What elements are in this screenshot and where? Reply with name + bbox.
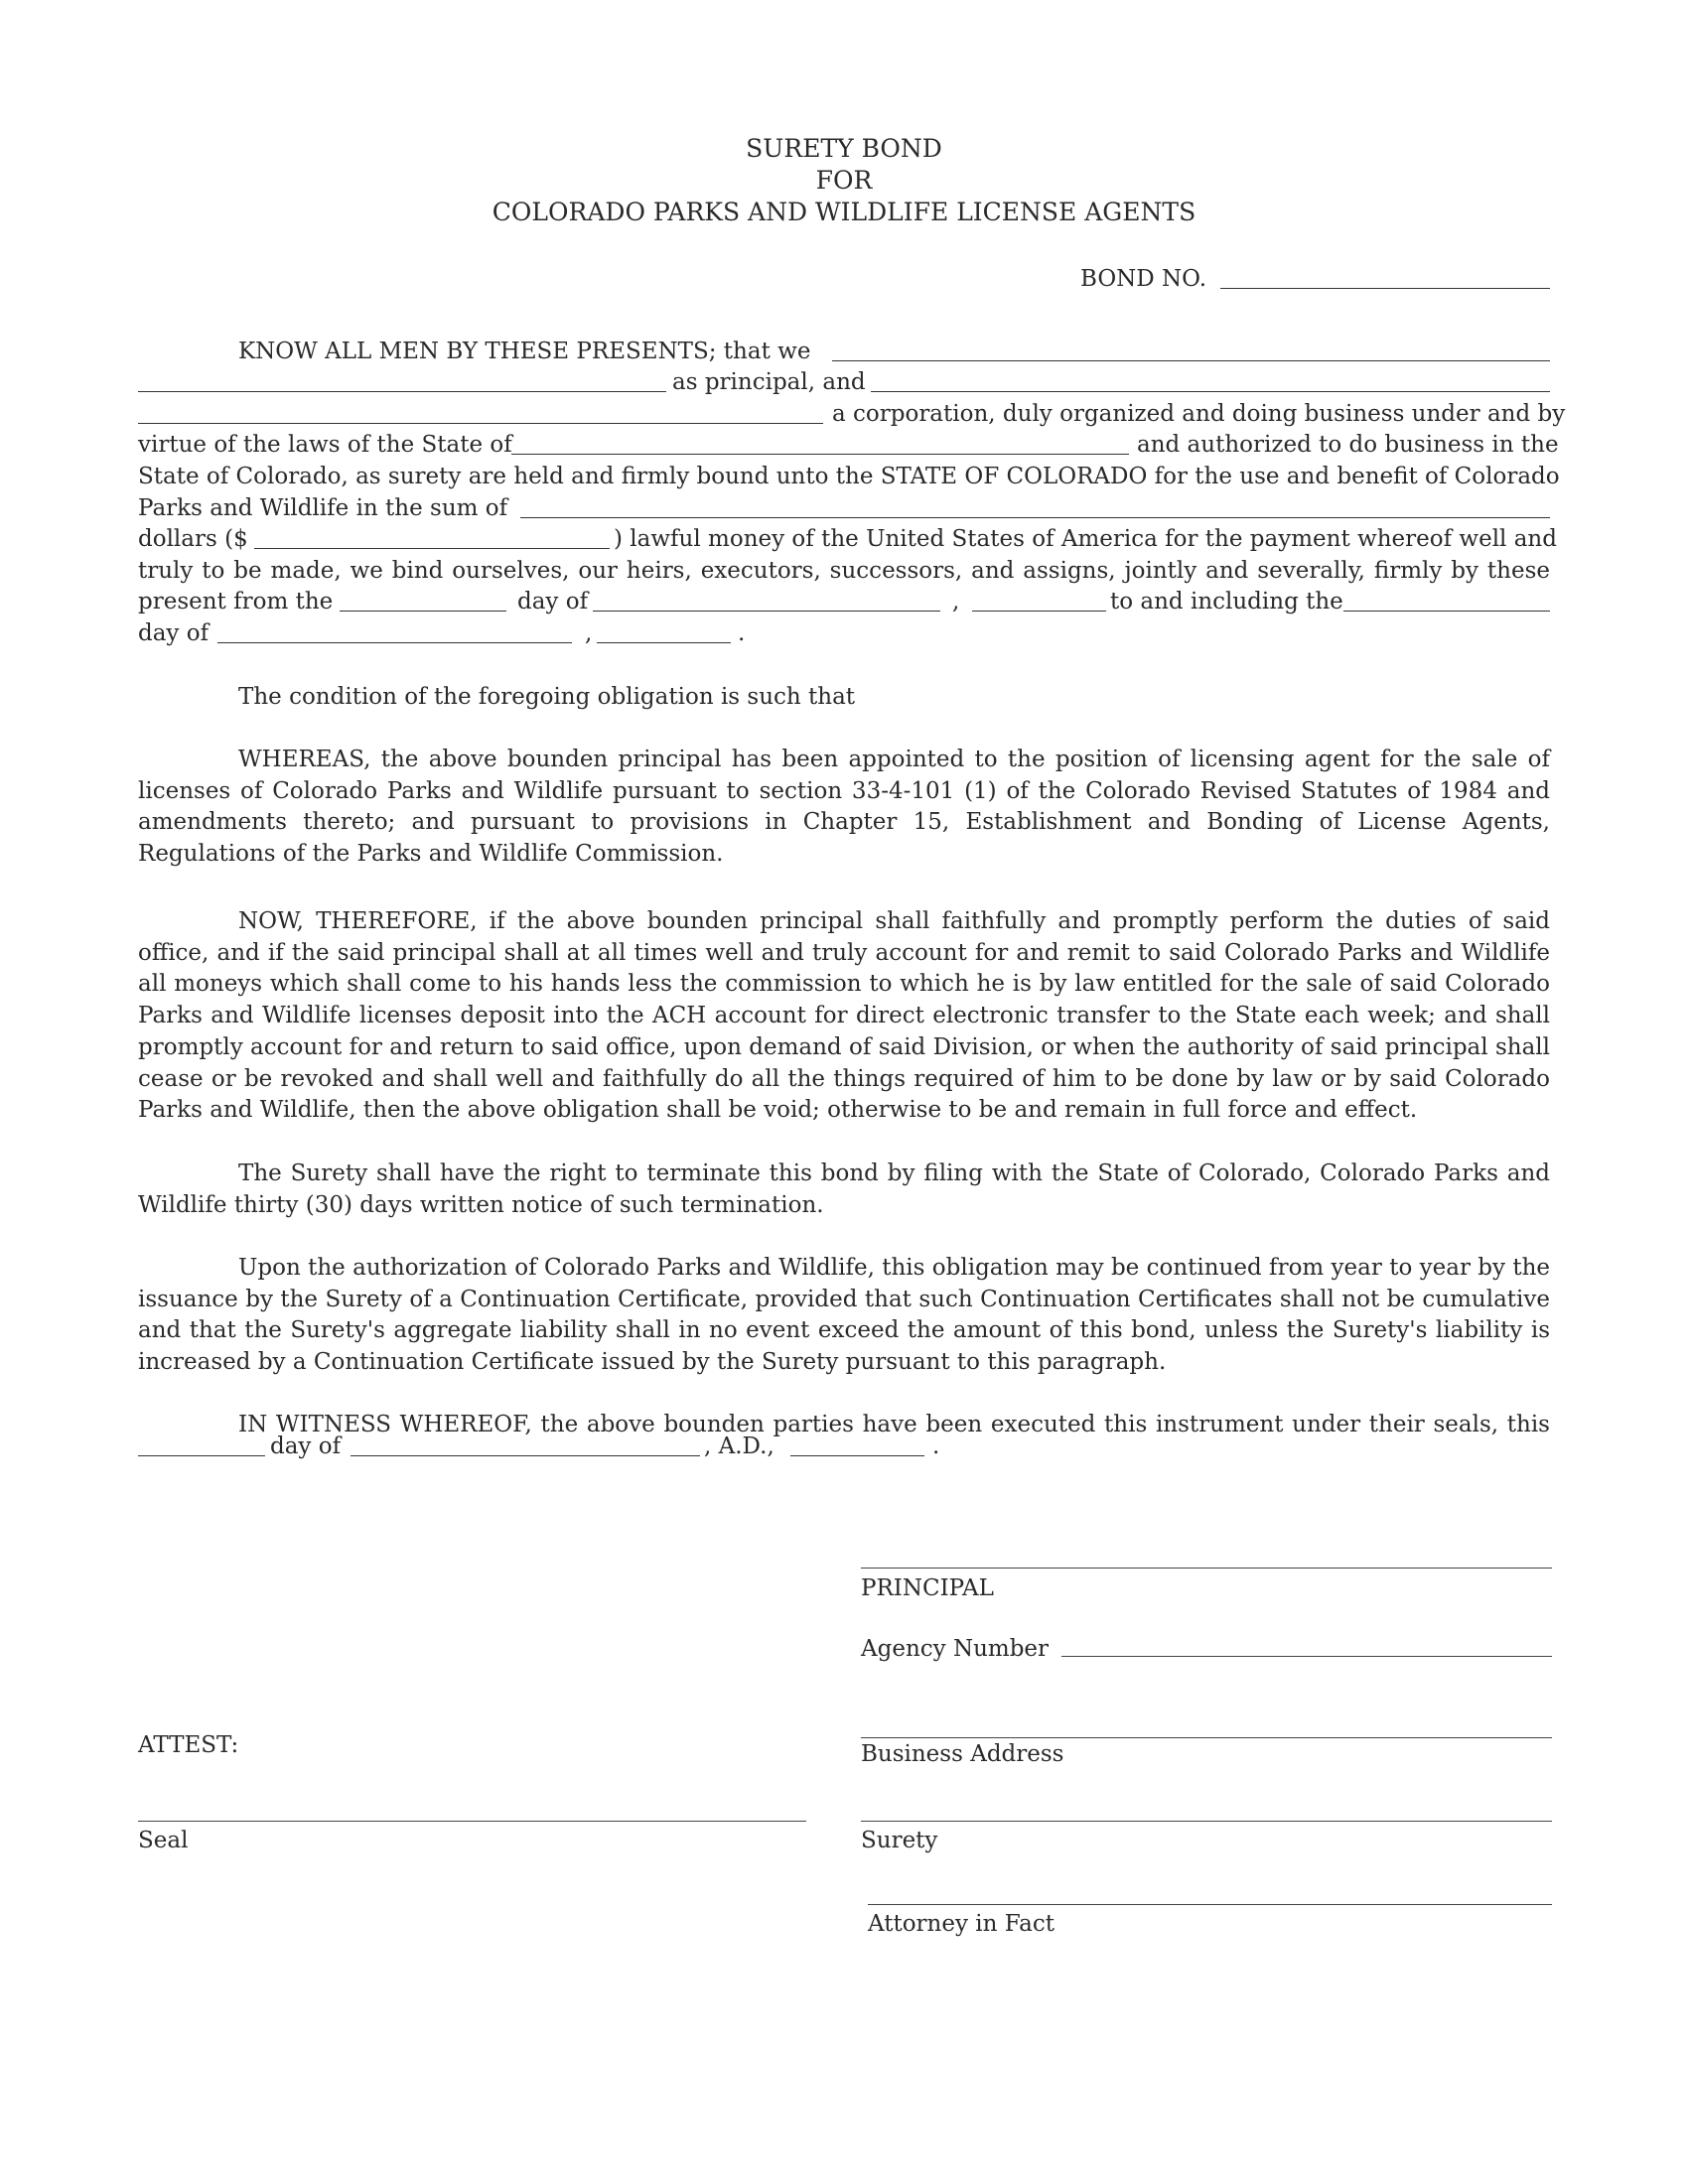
preamble-dollars: dollars ($: [138, 526, 248, 552]
title-line-3: COLORADO PARKS AND WILDLIFE LICENSE AGENTS: [492, 198, 1196, 226]
surety-label: Surety: [861, 1828, 938, 1853]
surety-name-field-2[interactable]: [138, 423, 823, 424]
agency-number-field[interactable]: [1061, 1656, 1552, 1657]
preamble-row-3: [138, 399, 1566, 430]
witness-row-2: [138, 1432, 1550, 1462]
preamble-row-9: [138, 587, 1550, 617]
title-line-2: FOR: [815, 166, 873, 195]
seal-line[interactable]: [138, 1821, 806, 1822]
witness-month-field[interactable]: [351, 1455, 700, 1456]
state-of-incorporation-field[interactable]: [511, 454, 1129, 455]
preamble-corporation: a corporation, duly organized and doing business under and by: [832, 401, 1566, 427]
bond-no-label: BOND NO.: [1080, 266, 1207, 292]
now-therefore-paragraph: NOW, THEREFORE, if the above bounden principal shall faithfully and promptly perform the duties of said office, and if the said principal shall at all times well and truly account for and remit to said Colorado Parks and Wildlife all moneys which shall come to his hands less the commission to which he is by law entitled for the sale of said Colorado Parks and Wildlife licenses deposit into the ACH account for direct electronic transfer to the State each week; and shall promptly account for and return to said office, upon demand of said Division, or when the authority of said principal shall cease or be revoked and shall well and faithfully do all the things required of him to be done by law or by said Colorado Parks and Wildlife, then the above obligation shall be void; otherwise to be and remain in full force and effect.: [138, 908, 1550, 1124]
title-line-1: SURETY BOND: [746, 134, 942, 163]
principal-signature-line[interactable]: [861, 1568, 1552, 1569]
preamble-virtue-of-laws: virtue of the laws of the State of: [138, 432, 512, 458]
end-month-field[interactable]: [217, 642, 572, 643]
preamble-row-10: [138, 618, 1550, 649]
preamble-truly-to-be-made: truly to be made, we bind ourselves, our heirs, executors, successors, and assigns, jointly and severally, firmly by these: [138, 558, 1550, 584]
principal-name-field-2[interactable]: [138, 391, 666, 392]
bond-sum-amount-field[interactable]: [254, 548, 610, 549]
preamble-state-of-colorado: State of Colorado, as surety are held and firmly bound unto the STATE OF COLORADO for the use and benefit of Colorado: [138, 464, 1560, 489]
business-address-line[interactable]: [861, 1737, 1552, 1738]
preamble-present-from: present from the: [138, 589, 334, 614]
principal-label: PRINCIPAL: [861, 1575, 994, 1601]
surety-signature-line[interactable]: [861, 1821, 1552, 1822]
preamble-row-5: [138, 462, 1560, 492]
preamble-period: .: [738, 620, 746, 646]
preamble-as-principal: as principal, and: [672, 369, 866, 395]
preamble-row-6: [138, 493, 1550, 524]
preamble-know-all-men: KNOW ALL MEN BY THESE PRESENTS; that we: [238, 339, 811, 364]
preamble-day-of-1: day of: [517, 589, 589, 614]
preamble-comma-2: ,: [585, 620, 593, 646]
surety-termination-paragraph: The Surety shall have the right to terminate this bond by filing with the State of Colorado, Colorado Parks and Wildlife thirty (30) days written notice of such termination.: [138, 1160, 1550, 1218]
start-year-field[interactable]: [972, 611, 1106, 612]
surety-name-field-1[interactable]: [871, 391, 1550, 392]
agency-number-label: Agency Number: [861, 1636, 1050, 1662]
preamble-row-4: [138, 430, 1559, 461]
end-year-field[interactable]: [597, 642, 731, 643]
preamble-sum-of: Parks and Wildlife in the sum of: [138, 495, 508, 521]
witness-period: .: [932, 1433, 940, 1459]
continuation-paragraph: Upon the authorization of Colorado Parks and Wildlife, this obligation may be continued from year to year by the issuance by the Surety of a Continuation Certificate, provided that such Continuation Certificates shall not be cumulative and that the Surety's aggregate liability shall in no event exceed the amount of this bond, unless the Surety's liability is increased by a Continuation Certificate issued by the Surety pursuant to this paragraph.: [138, 1255, 1550, 1376]
business-address-label: Business Address: [861, 1741, 1064, 1767]
start-day-field[interactable]: [340, 611, 506, 612]
preamble-row-1: [138, 337, 1550, 367]
preamble-to-and-including: to and including the: [1110, 589, 1343, 614]
attest-label: ATTEST:: [138, 1732, 239, 1758]
condition-text: The condition of the foregoing obligation is such that: [238, 684, 856, 710]
witness-day-of: day of: [270, 1433, 342, 1459]
end-day-field[interactable]: [1343, 611, 1550, 612]
preamble-comma-1: ,: [952, 589, 960, 614]
witness-year-field[interactable]: [790, 1455, 924, 1456]
seal-label: Seal: [138, 1828, 189, 1853]
preamble-row-7: [138, 524, 1557, 555]
bond-sum-words-field[interactable]: [520, 517, 1550, 518]
attorney-in-fact-line[interactable]: [868, 1904, 1552, 1905]
preamble-row-2: [138, 367, 1550, 398]
preamble-day-of-2: day of: [138, 620, 210, 646]
witness-day-field[interactable]: [138, 1455, 265, 1456]
bond-no-field[interactable]: [1220, 288, 1550, 289]
preamble-row-8: [138, 556, 1550, 587]
preamble-authorized: and authorized to do business in the: [1137, 432, 1559, 458]
preamble-lawful-money: ) lawful money of the United States of America for the payment whereof well and: [614, 526, 1557, 552]
principal-name-field-1[interactable]: [832, 360, 1550, 361]
attorney-in-fact-label: Attorney in Fact: [868, 1911, 1055, 1937]
whereas-paragraph: WHEREAS, the above bounden principal has been appointed to the position of licensing agent for the sale of licenses of Colorado Parks and Wildlife pursuant to section 33-4-101 (1) of the Colorado Revised Statutes of 1984 and amendments thereto; and pursuant to provisions in Chapter 15, Establishment and Bonding of License Agents, Regulations of the Parks and Wildlife Commission.: [138, 747, 1550, 868]
witness-ad: , A.D.,: [704, 1433, 774, 1459]
witness-text: IN WITNESS WHEREOF, the above bounden parties have been executed this instrument under their seals, this: [238, 1412, 1550, 1437]
start-month-field[interactable]: [593, 611, 940, 612]
